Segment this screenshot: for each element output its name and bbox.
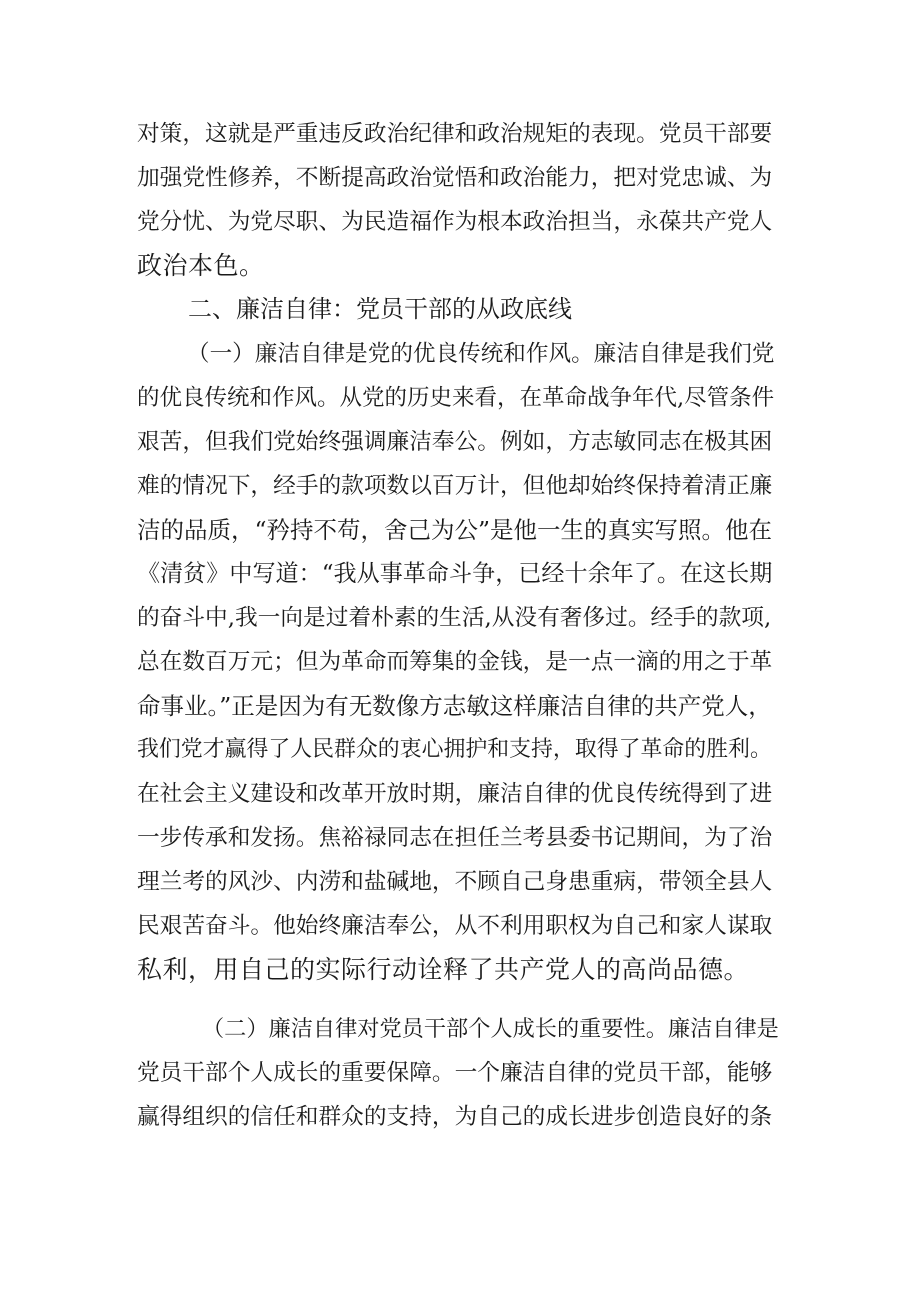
body-text-line: 一步传承和发扬。焦裕禄同志在担任兰考县委书记期间，为了治 [137,825,773,851]
body-text-line: 理兰考的风沙、内涝和盐碱地，不顾自己身患重病，带领全县人 [137,869,773,895]
body-text-line: 的优良传统和作风。从党的历史来看，在革命战争年代,尽管条件 [137,385,775,411]
body-text-line: 的奋斗中,我一向是过着朴素的生活,从没有奢侈过。经手的款项, [137,605,772,631]
body-text-line: 政治本色。 [137,251,265,280]
body-text-line: 命事业。”正是因为有无数像方志敏这样廉洁自律的共产党人， [137,692,772,720]
body-text-line: 对策，这就是严重违反政治纪律和政治规矩的表现。党员干部要 [137,121,773,147]
body-text-line: （二）廉洁自律对党员干部个人成长的重要性。廉洁自律是 [202,1016,779,1042]
body-text-line: 党分忧、为党尽职、为民造福作为根本政治担当，永葆共产党人 [137,209,773,235]
body-text-line: 我们党才赢得了人民群众的衷心拥护和支持，取得了革命的胜利。 [137,737,772,762]
body-text-line: 洁的品质，“矜持不苟，舍己为公”是他一生的真实写照。他在 [137,516,773,544]
body-text-line: 民艰苦奋斗。他始终廉洁奉公，从不利用职权为自己和家人谋取 [137,913,773,939]
body-text-line: 难的情况下，经手的款项数以百万计，但他却始终保持着清正廉 [137,473,773,499]
section-heading: 二、廉洁自律：党员干部的从政底线 [188,295,572,323]
body-text-line: 艰苦，但我们党始终强调廉洁奉公。例如，方志敏同志在极其困 [137,429,773,455]
body-text-line: 党员干部个人成长的重要保障。一个廉洁自律的党员干部，能够 [137,1060,773,1086]
body-text-line: 私利，用自己的实际行动诠释了共产党人的高尚品德。 [137,955,750,984]
body-text-line: 总在数百万元；但为革命而筹集的金钱，是一点一滴的用之于革 [137,649,773,675]
body-text-line: 赢得组织的信任和群众的支持，为自己的成长进步创造良好的条 [137,1104,773,1130]
body-text-line: 加强党性修养，不断提高政治觉悟和政治能力，把对党忠诚、为 [137,165,773,191]
body-text-line: 在社会主义建设和改革开放时期，廉洁自律的优良传统得到了进 [137,781,773,807]
body-text-line: （一）廉洁自律是党的优良传统和作风。廉洁自律是我们党 [187,341,775,367]
body-text-line: 《清贫》中写道：“我从事革命斗争，已经十余年了。在这长期 [137,561,773,587]
